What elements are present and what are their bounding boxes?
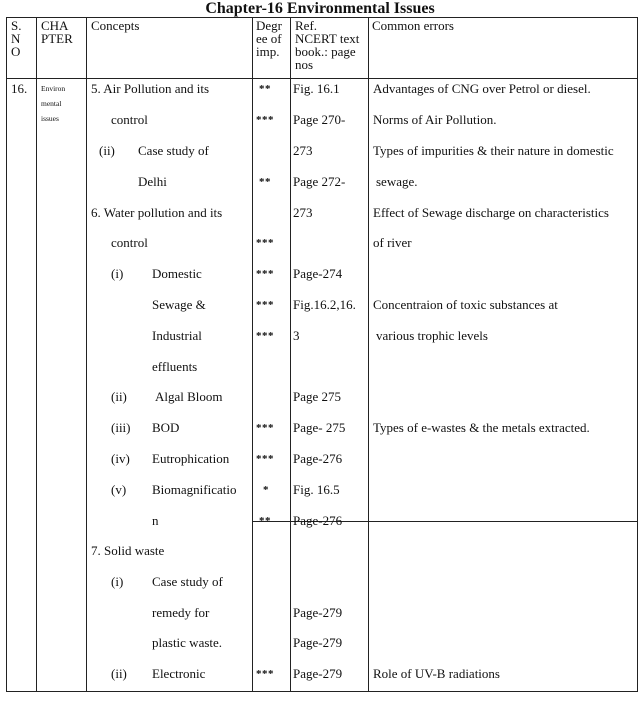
importance-stars: *** [256,268,274,280]
header-chapter-line: PTER [41,31,73,46]
error-line: Advantages of CNG over Petrol or diesel. [373,81,591,96]
importance-stars: ** [259,83,271,95]
concept-line: control [111,112,148,127]
importance-stars: * [263,484,269,496]
importance-stars: *** [256,422,274,434]
concept-line: Domestic [152,266,202,281]
ref-value: Page 272- [293,174,346,189]
error-line: Concentraion of toxic substances at [373,297,558,312]
concept-item-number: (iii) [111,420,131,435]
error-line: various trophic levels [376,328,488,343]
error-line: Norms of Air Pollution. [373,112,497,127]
column-divider [36,18,37,691]
ref-value: Page-279 [293,635,343,650]
concept-line: 6. Water pollution and its [91,205,223,220]
column-divider [290,18,291,691]
sno-value: 16. [11,81,28,96]
header-degree-line: ee of [256,31,282,46]
concept-line: Industrial [152,328,202,343]
concept-line: Sewage & [152,297,206,312]
ref-value: Page-279 [293,666,343,681]
header-divider [7,78,637,79]
header-sno-line: O [11,44,21,59]
error-line: Effect of Sewage discharge on characteristics [373,205,609,220]
ref-value: Page-274 [293,266,343,281]
concept-item-number: (i) [111,266,124,281]
chapter-line: Environ [41,84,66,93]
concept-line: Delhi [138,174,167,189]
importance-stars: *** [256,668,274,680]
concept-line: Algal Bloom [155,389,223,404]
header-errors: Common errors [372,18,454,33]
concept-item-number: (i) [111,574,124,589]
concept-item-number: (ii) [111,666,127,681]
header-chapter-line: CHA [41,18,69,33]
header-concepts: Concepts [91,18,140,33]
concept-item-number: (ii) [111,389,127,404]
header-ref-line: Ref. [295,18,318,33]
concept-line: plastic waste. [152,635,223,650]
error-line: Types of e-wastes & the metals extracted. [373,420,590,435]
header-degree-line: imp. [256,44,280,59]
concept-item-number: (iv) [111,451,130,466]
importance-stars: *** [256,330,274,342]
importance-stars: *** [256,114,274,126]
page-title: Chapter-16 Environmental Issues [205,0,435,17]
concepts-table [6,17,638,692]
concept-line: Eutrophication [152,451,230,466]
column-divider [252,18,253,691]
header-ref-line: book.: page [295,44,356,59]
concept-line: Case study of [152,574,223,589]
concept-line: control [111,235,148,250]
importance-stars: ** [259,515,271,527]
column-divider [368,18,369,691]
ref-value: Page- 275 [293,420,346,435]
concept-line: 7. Solid waste [91,543,165,558]
error-line: of river [373,235,412,250]
header-ref-line: NCERT text [295,31,360,46]
importance-stars: *** [256,237,274,249]
header-degree-line: Degr [256,18,282,33]
header-ref-line: nos [295,57,314,72]
ref-value: 273 [293,143,313,158]
ref-value: Page-276 [293,513,343,528]
error-line: Role of UV-B radiations [373,666,500,681]
chapter-line: issues [41,114,59,123]
ref-value: 273 [293,205,313,220]
concept-line: Biomagnificatio [152,482,237,497]
concept-item-number: (v) [111,482,127,497]
concept-item-number: (ii) [99,143,115,158]
concept-line: Electronic [152,666,206,681]
chapter-line: mental [41,99,62,108]
ref-value: Page 275 [293,389,342,404]
concept-line: BOD [152,420,180,435]
importance-stars: *** [256,453,274,465]
ref-value: Fig. 16.1 [293,81,340,96]
ref-value: Page-279 [293,605,343,620]
concept-line: remedy for [152,605,210,620]
concept-line: n [152,513,159,528]
header-sno-line: S. [11,18,22,33]
ref-value: Fig.16.2,16. [293,297,356,312]
ref-value: Fig. 16.5 [293,482,340,497]
ref-value: Page 270- [293,112,346,127]
error-line: Types of impurities & their nature in domestic [373,143,614,158]
ref-value: 3 [293,328,300,343]
error-line: sewage. [376,174,418,189]
ref-value: Page-276 [293,451,343,466]
importance-stars: *** [256,299,274,311]
concept-line: 5. Air Pollution and its [91,81,210,96]
header-sno-line: N [11,31,21,46]
column-divider [86,18,87,691]
concept-line: Case study of [138,143,209,158]
importance-stars: ** [259,176,271,188]
concept-line: effluents [152,359,198,374]
